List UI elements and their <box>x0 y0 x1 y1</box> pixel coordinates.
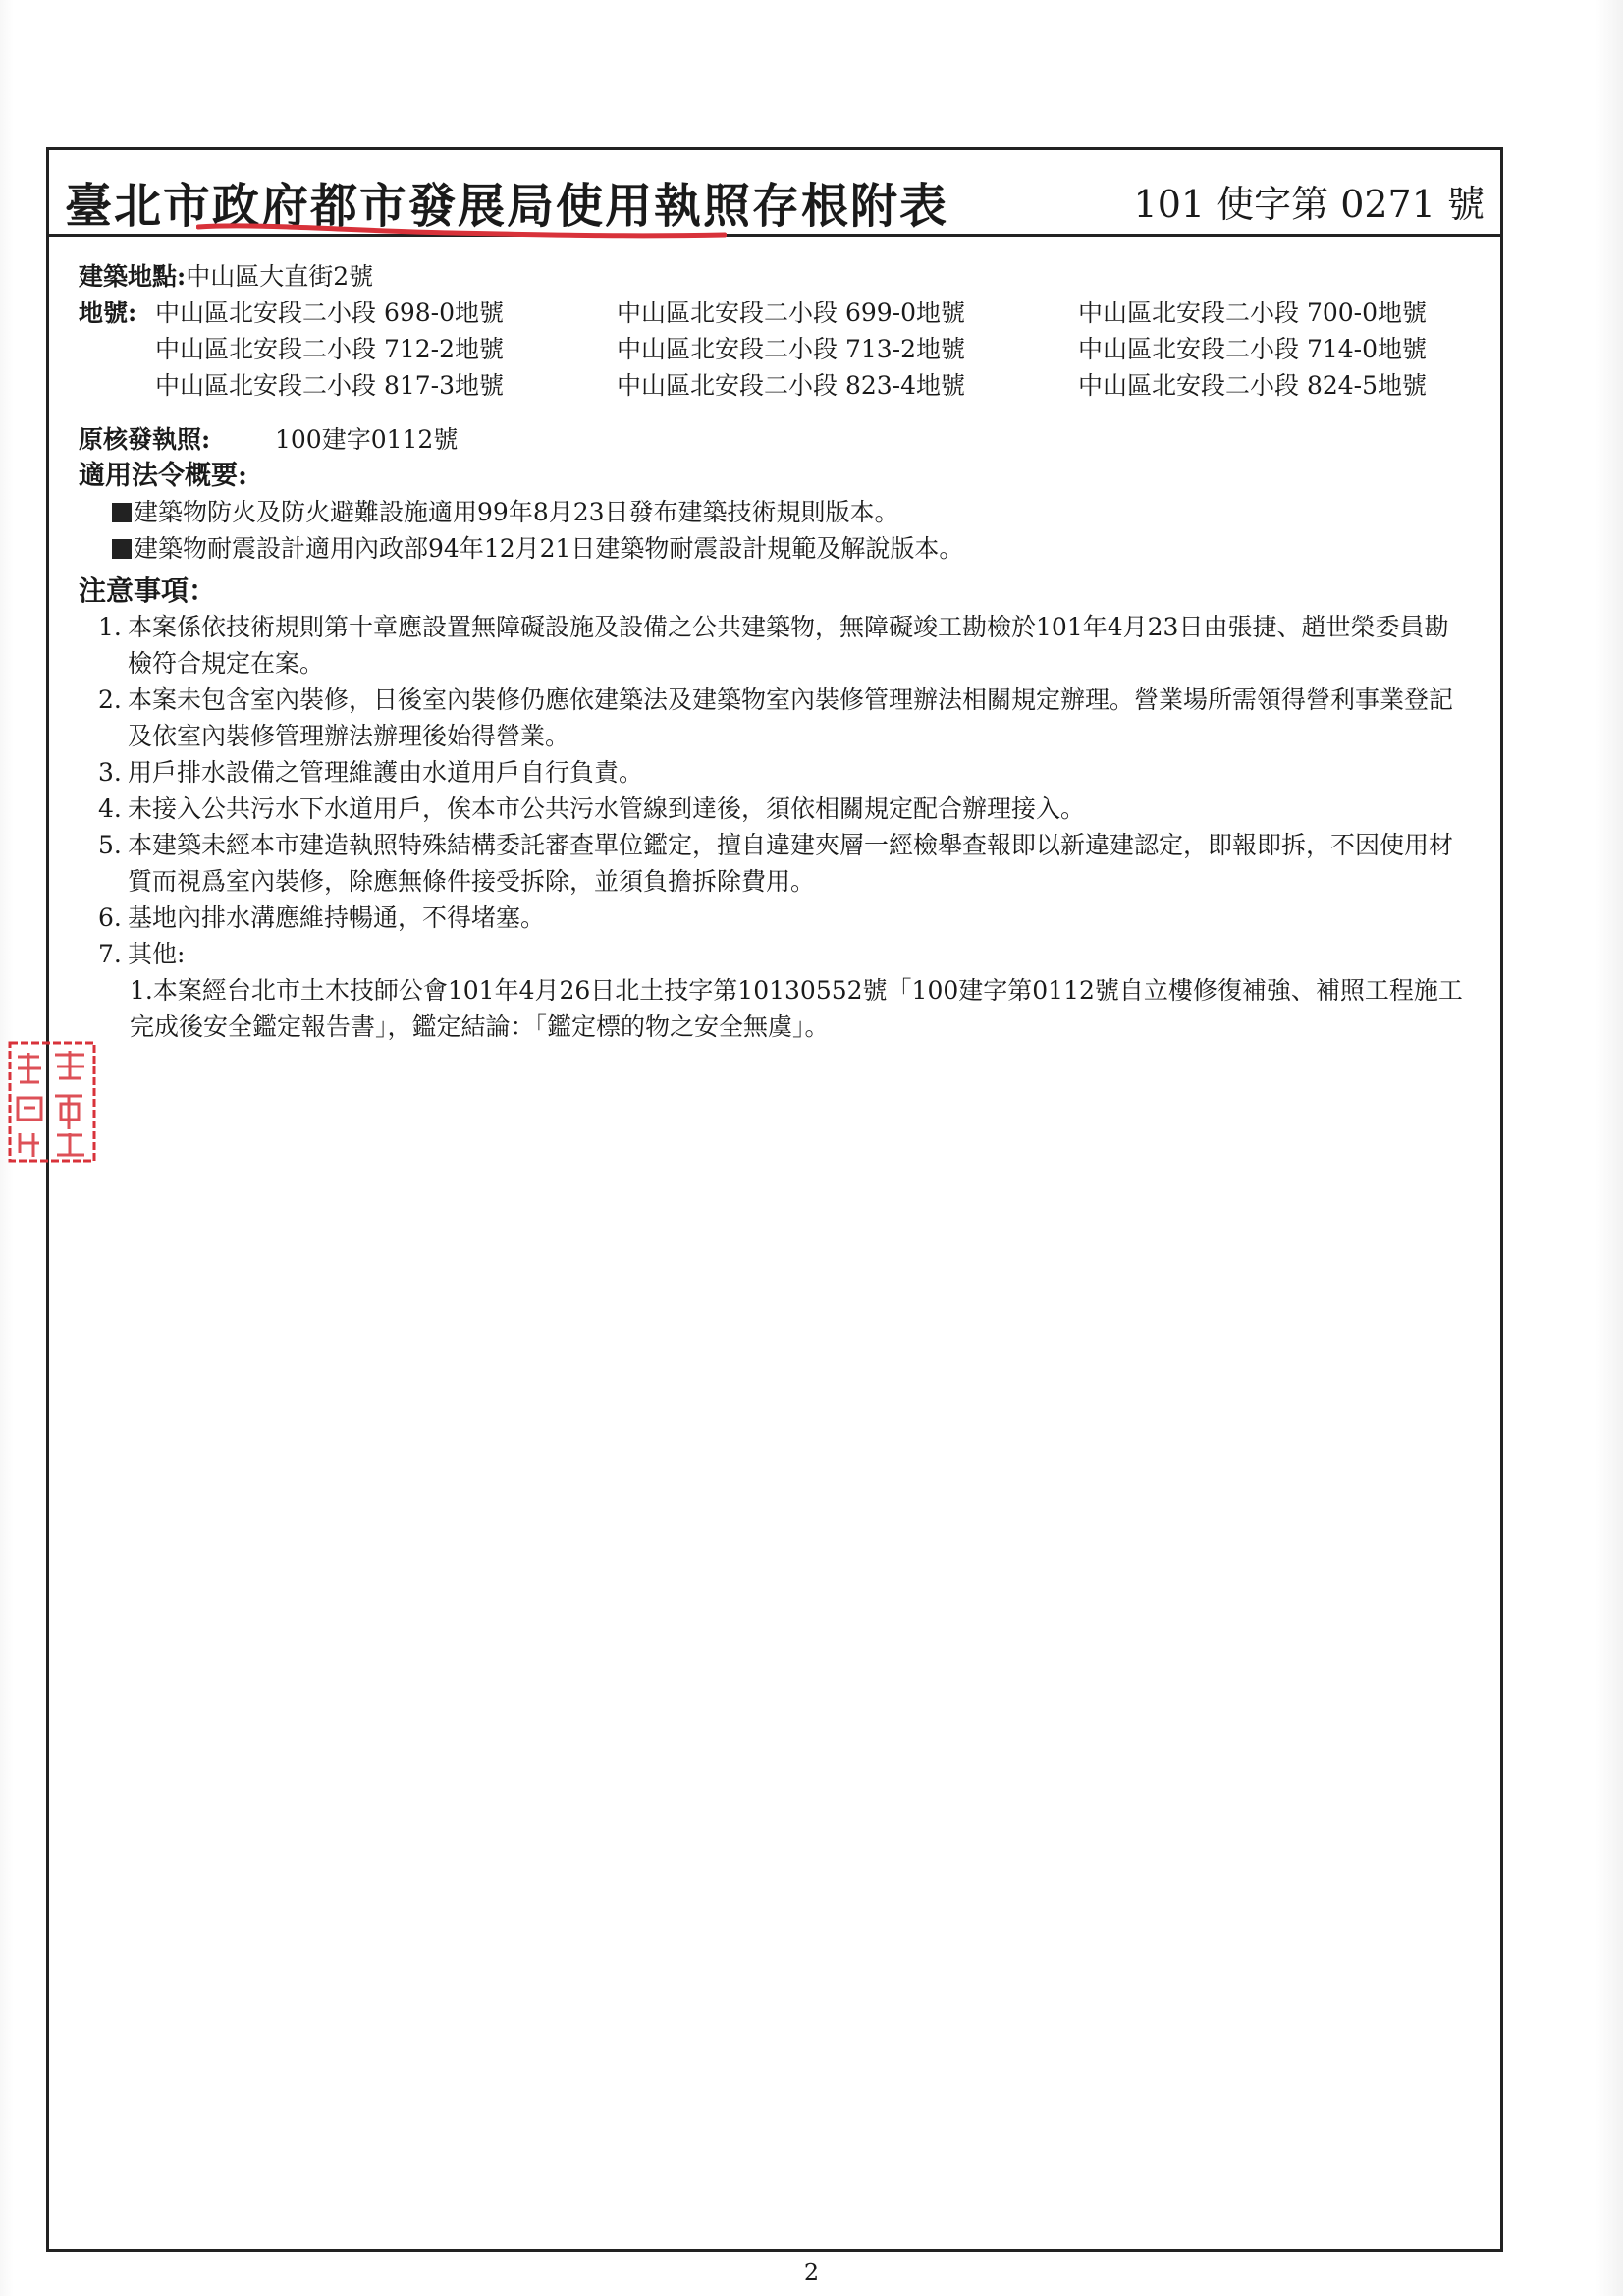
note-item: 2. 本案未包含室內裝修，日後室內裝修仍應依建築法及建築物室內裝修管理辦法相關規定辦理。營業場所需領得營利事業登記及依室內裝修管理辦法辦理後始得營業。 <box>98 685 1454 750</box>
other-note: 1.本案經台北市土木技師公會101年4月26日北土技字第10130552號「100建字第0112號自立樓修復補強、補照工程施工完成後安全鑑定報告書」，鑑定結論：「鑑定標的物之安全無虞」。 <box>130 976 1463 1041</box>
address-label: 建築地點: <box>79 262 187 291</box>
regulations-label: 適用法令概要: <box>79 461 247 491</box>
lot-number: 中山區北安段二小段 699-0地號 <box>617 299 966 327</box>
lot-number: 中山區北安段二小段 817-3地號 <box>155 371 505 400</box>
note-item: 3. 用戶排水設備之管理維護由水道用戶自行負責。 <box>98 758 644 787</box>
lot-number: 中山區北安段二小段 698-0地號 <box>155 299 505 327</box>
lot-number: 中山區北安段二小段 714-0地號 <box>1078 335 1428 363</box>
lot-number-grid <box>155 295 1483 404</box>
red-pen-underline <box>196 221 727 243</box>
title-bar <box>49 150 1500 237</box>
lot-number: 中山區北安段二小段 700-0地號 <box>1078 299 1428 327</box>
note-item: 4. 未接入公共污水下水道用戶，俟本市公共污水管線到達後，須依相關規定配合辦理接入。 <box>98 794 1086 823</box>
document-title: 臺北市政府都市發展局使用執照存根附表 <box>65 179 949 234</box>
page-number: 2 <box>803 2259 820 2286</box>
note-item: 7. 其他: <box>98 940 186 968</box>
note-item: 6. 基地內排水溝應維持暢通，不得堵塞。 <box>98 903 546 932</box>
address-row <box>79 258 1483 295</box>
regulation-item: 建築物耐震設計適用內政部94年12月21日建築物耐震設計規範及解說版本。 <box>112 530 1483 567</box>
note-item: 1. 本案係依技術規則第十章應設置無障礙設施及設備之公共建築物，無障礙竣工勘檢於101年4月23日由張捷、趙世榮委員勘檢符合規定在案。 <box>98 613 1449 678</box>
note-item: 5. 本建築未經本市建造執照特殊結構委託審查單位鑑定，擅自違建夾層一經檢舉查報即以新違建認定，即報即拆，不因使用材質而視爲室內裝修，除應無條件接受拆除，並須負擔拆除費用。 <box>98 831 1454 896</box>
document-body <box>79 258 1483 1045</box>
address-value: 中山區大直街2號 <box>186 262 374 291</box>
permit-number: 101 使字第 0271 號 <box>1133 183 1485 226</box>
lot-number: 中山區北安段二小段 712-2地號 <box>155 335 505 363</box>
notes-title: 注意事項： <box>79 574 217 607</box>
lot-number: 中山區北安段二小段 823-4地號 <box>617 371 966 400</box>
checkbox-filled-icon <box>112 539 132 559</box>
original-permit-value: 100建字0112號 <box>275 425 459 454</box>
checkbox-filled-icon <box>112 503 132 522</box>
document-frame <box>46 147 1503 2252</box>
lot-label: 地號: <box>79 299 137 327</box>
lot-number: 中山區北安段二小段 824-5地號 <box>1078 371 1428 400</box>
original-permit-row <box>79 421 1483 458</box>
regulation-item: 建築物防火及防火避難設施適用99年8月23日發布建築技術規則版本。 <box>112 494 1483 530</box>
lot-number: 中山區北安段二小段 713-2地號 <box>617 335 966 363</box>
seal-stamp <box>4 1039 98 1167</box>
original-permit-label: 原核發執照: <box>79 425 211 454</box>
